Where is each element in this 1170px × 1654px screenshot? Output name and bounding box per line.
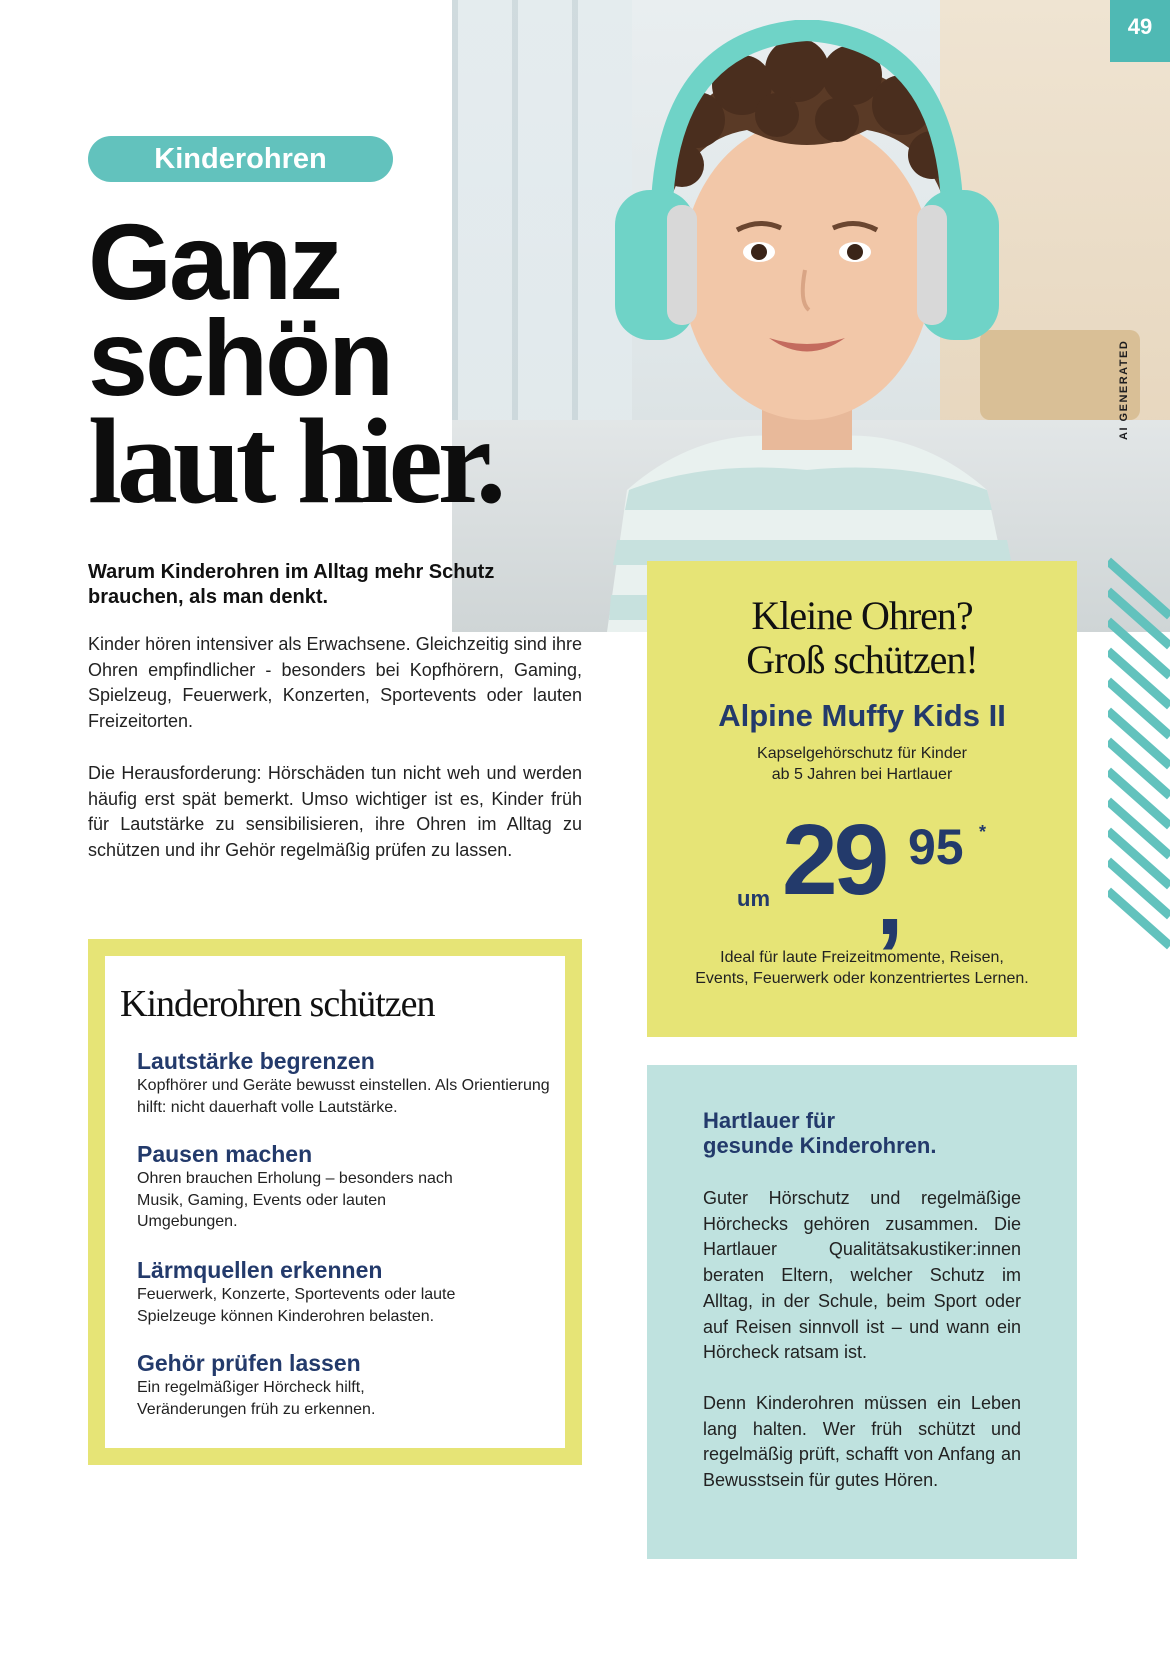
price-prefix: um [737, 886, 770, 911]
product-description-line-2: ab 5 Jahren bei Hartlauer [771, 766, 953, 783]
tip-text: Ein regelmäßiger Hörcheck hilft, Veränderungen früh zu erkennen. [137, 1379, 376, 1418]
intro-text: Warum Kinderohren im Alltag mehr Schutz brauchen, als man denkt. [88, 561, 495, 608]
tip-heading: Lärmquellen erkennen [137, 1257, 383, 1283]
hartlauer-title-line-2: gesunde Kinderohren. [703, 1133, 937, 1158]
product-name: Alpine Muffy Kids II [718, 698, 1006, 733]
body-paragraph: Die Herausforderung: Hörschäden tun nicht weh und werden häufig erst spät bemerkt. Umso wichtiger ist es, Kinder früh für Lautstärke zu sensibilisieren, ihre Ohren im Alltag zu schützen und ihr Gehör regelmäßig prüfen zu lassen. [88, 763, 582, 860]
price-separator: , [876, 844, 904, 956]
product-description [647, 743, 1077, 785]
headline-line-3: laut hier. [88, 394, 502, 529]
tip-heading: Lautstärke begrenzen [137, 1048, 375, 1074]
product-slogan-line-2: Groß schützen! [746, 637, 978, 682]
tips-title: Kinderohren schützen [120, 983, 435, 1025]
product-slogan [647, 594, 1077, 682]
tip-item [137, 1350, 437, 1420]
hartlauer-title-line-1: Hartlauer für [703, 1108, 836, 1133]
headline-line-1: Ganz [88, 201, 341, 322]
product-description-line-1: Kapselgehörschutz für Kinder [757, 745, 967, 762]
price-integer: 29 [782, 804, 886, 916]
tip-item [137, 1141, 457, 1233]
ai-generated-label: AI GENERATED [1118, 339, 1130, 440]
tip-item [137, 1257, 497, 1327]
section-tag: Kinderohren [88, 136, 393, 182]
hero-photo [452, 0, 1170, 632]
price-footnote-star: * [979, 822, 987, 842]
product-usage-note [647, 947, 1077, 989]
headline-line-2: schön [88, 297, 392, 418]
price-decimal: 95 [908, 819, 964, 875]
hartlauer-paragraph: Guter Hörschutz und regelmäßige Hörchecks gehören zusammen. Die Hartlauer Qualitätsakustiker:innen beraten Eltern, welcher Schutz im Alltag, in der Schule, beim Sport oder auf Reisen sinnvoll ist – und wann ein Hörcheck ratsam ist. [703, 1188, 1021, 1363]
child-with-headphones-illustration [547, 20, 1067, 632]
page-headline [88, 201, 548, 529]
tip-text: Feuerwerk, Konzerte, Sportevents oder laute Spielzeuge können Kinderohren belasten. [137, 1286, 456, 1325]
tip-heading: Gehör prüfen lassen [137, 1350, 361, 1376]
tip-item [137, 1048, 557, 1118]
body-paragraph: Kinder hören intensiver als Erwachsene. Gleichzeitig sind ihre Ohren empfindlicher - besonders bei Kopfhörern, Gaming, Spielzeug, Feuerwerk, Konzerten, Sportevents oder lauten Freizeitorten. [88, 634, 582, 731]
product-usage-note-line-2: Events, Feuerwerk oder konzentriertes Lernen. [695, 970, 1029, 987]
decorative-stripes-graphic [1108, 556, 1170, 951]
tip-text: Ohren brauchen Erholung – besonders nach Musik, Gaming, Events oder lauten Umgebungen. [137, 1170, 453, 1230]
hartlauer-paragraph: Denn Kinderohren müssen ein Leben lang halten. Wer früh schützt und regelmäßig prüft, schafft von Anfang an Bewusstsein für gutes Hören. [703, 1393, 1021, 1491]
page-number: 49 [1127, 14, 1153, 39]
hartlauer-title [703, 1108, 1043, 1158]
tip-text: Kopfhörer und Geräte bewusst einstellen. Als Orientierung hilft: nicht dauerhaft volle Lautstärke. [137, 1077, 550, 1116]
product-usage-note-line-1: Ideal für laute Freizeitmomente, Reisen, [720, 949, 1004, 966]
product-slogan-line-1: Kleine Ohren? [751, 593, 973, 638]
tip-heading: Pausen machen [137, 1141, 313, 1167]
